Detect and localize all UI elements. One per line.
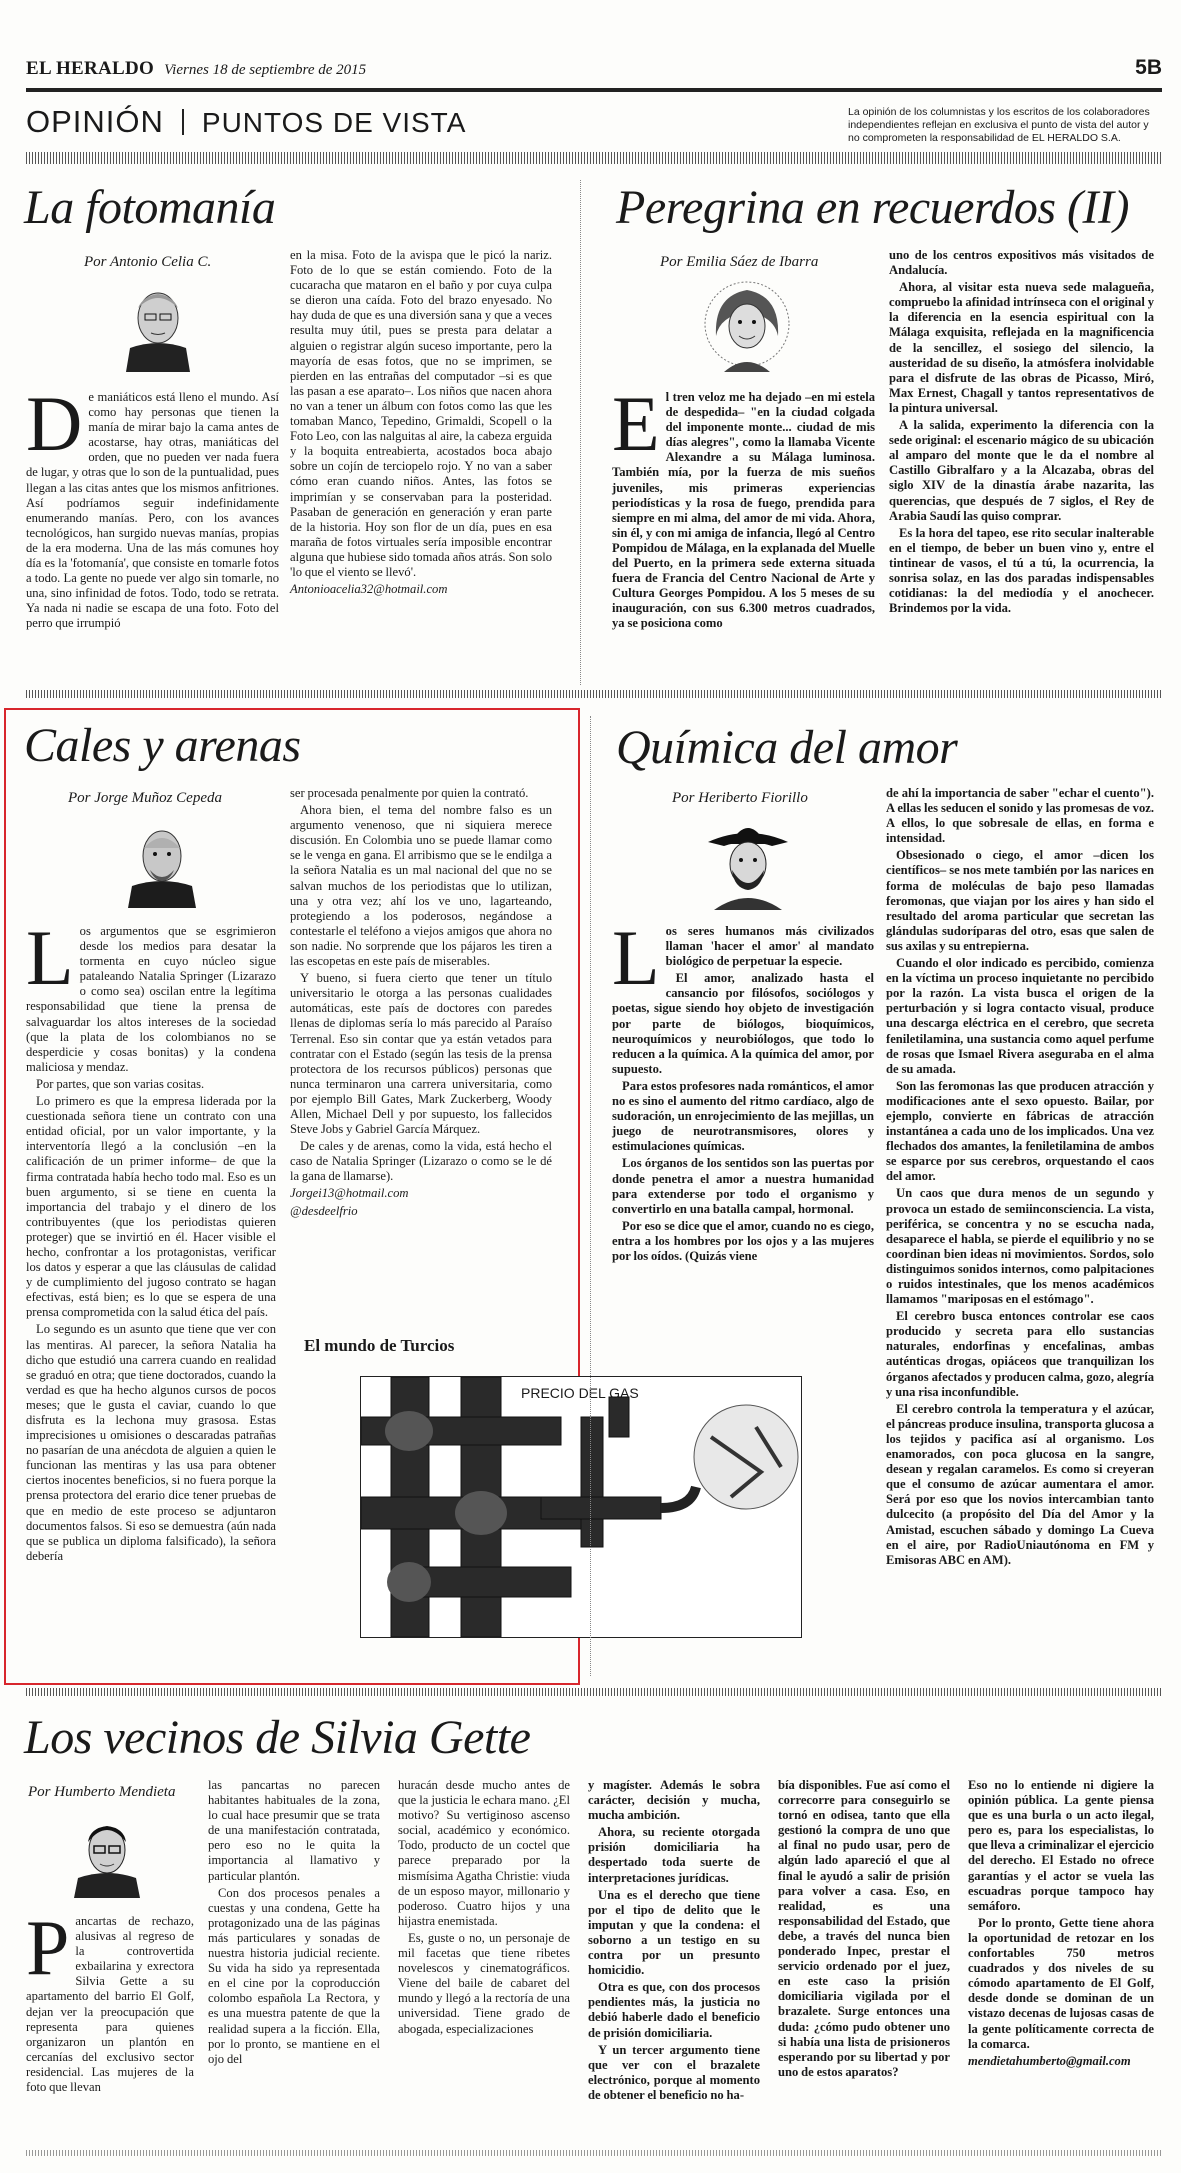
cartoon-frame bbox=[360, 1376, 802, 1638]
cales-text-3: Lo primero es que la empresa liderada por la cuestionada señora tiene un contrato con una entidad oficial, por un valor importante, y la interventoría llegó a la conclusión –en la calificación de un primer informe– de que la firma contratada había hecho todo mal. Eso es un buen argumento, si se tiene en cuenta la importancia del trabajo y el dinero de los contribuyentes (que los periodistas quieren proteger) que se invirtió en él. Hacer visible el hecho, confrontar a los protagonistas, verificar los datos y esperar a que las cláusulas de calidad y de cumplimiento del jugoso contrato se hagan efectivas, está bien; es lo que se espera de una prensa comprometida con la salud ética del país. bbox=[26, 1094, 276, 1320]
vecinos-text-8: Una es el derecho que tiene por el tipo de delito que le imputan y que la condena: el soborno a un testigo en su contra por un presunto homicidio. bbox=[588, 1887, 760, 1978]
vecinos-text-9: Otra es que, con dos procesos pendientes más, la justicia no debió haberle dado el beneficio de prisión domiciliaria. bbox=[588, 1980, 760, 2040]
vecinos-col-6 bbox=[968, 1778, 1154, 2071]
cales-twitter: @desdeelfrio bbox=[290, 1203, 358, 1218]
section-bar bbox=[26, 104, 1162, 148]
section-disclaimer: La opinión de los columnistas y los escritos de los colaboradores independientes reflejan en exclusiva el punto de vista del autor y no comprometen la responsabilidad de EL HERALDO S.A. bbox=[848, 106, 1150, 144]
byline-cales: Por Jorge Muñoz Cepeda bbox=[68, 790, 222, 806]
vecinos-text-6: y magíster. Además le sobra carácter, decisión y mucha, mucha ambición. bbox=[588, 1778, 760, 1823]
paper-name: EL HERALDO bbox=[26, 58, 155, 79]
vecinos-text-3: Con dos procesos penales a cuestas y una condena, Gette ha protagonizado una de las páginas más particulares y sonadas de nuestra historia judicial reciente. Su vida ha sido ya representada en el cine por la coproducción colombo española La Rectora, y es una muestra patente de que la realidad supera a la ficción. Ella, por lo pronto, se mantiene en el ojo del bbox=[208, 1885, 380, 2066]
peregrina-text-1: l tren veloz me ha dejado –en mi estela de despedida– "en la ciudad colgada del imponente monte... ciudad de mis días alegres", como la llamaba Vicente Alexandre a su Málaga luminosa. También mía, por la fuerza de mis sueños juveniles, mis primeras experiencias periodísticas y la rosa de fuego, prendida para siempre en mi alma, del amor de mi vida. Ahora, sin él, y con mi amiga de infancia, llegó al Centro Pompidou de Málaga, en la explanada del Muelle del Puerto, en la primera sede externa situada fuera de Francia del Centro Nacional de Arte y Cultura Georges Pompidou. A los 5 meses de su inauguración, con sus 6.300 metros cuadrados, ya se posiciona como bbox=[612, 390, 875, 631]
byline-vecinos: Por Humberto Mendieta bbox=[28, 1784, 176, 1800]
column-divider bbox=[580, 180, 581, 685]
cales-text-5: ser procesada penalmente por quien la contrató. bbox=[290, 786, 529, 800]
dropcap: L bbox=[26, 914, 74, 1001]
vecinos-text-13: Por lo pronto, Gette tiene ahora la oportunidad de retozar en los confortables 750 metros cuadrados y dos niveles de su cómodo apartamento de El Golf, desde donde se dominan de un vistazo decenas de lujosas casas de la gente políticamente correcta de la comarca. bbox=[968, 1915, 1154, 2051]
author-portrait-saez bbox=[704, 276, 790, 372]
vecinos-text-12: Eso no lo entiende ni digiere la opinión pública. La gente piensa que es una burla o un acto ilegal, pero es, para los especialistas, lo que lleva a criminalizar el ejercicio del derecho. El Estado no ofrece garantías y el actor se vuela las escuadras porque tampoco hay semáforo. bbox=[968, 1778, 1154, 1913]
fotomania-email: Antonioacelia32@hotmail.com bbox=[290, 582, 448, 597]
author-portrait-fiorillo bbox=[702, 812, 794, 910]
byline-fotomania: Por Antonio Celia C. bbox=[84, 254, 212, 270]
cales-text-2: Por partes, que son varias cositas. bbox=[36, 1076, 205, 1091]
vecinos-text-7: Ahora, su reciente otorgada prisión domiciliaria ha despertado toda suerte de interpretaciones jurídicas. bbox=[588, 1825, 760, 1885]
cartoon-caption: PRECIO DEL GAS bbox=[521, 1385, 639, 1401]
vecinos-text-2: las pancartas no parecen habitantes habituales de la zona, lo cual hace presumir que se trata de una manifestación contratada, pero eso no le quita la importancia al llamativo y particular plantón. bbox=[208, 1778, 380, 1883]
cales-text-4: Lo segundo es un asunto que tiene que ver con las mentiras. Al parecer, la señora Natalia ha dicho que estudió una carrera cuando en realidad se graduó en otra; que tiene doctorados, cuando la verdad es que ha hecho algunos cursos de pocos meses; que le gusta el caviar, cuando lo que disfruta es la lechona muy grasosa. Estas imprecisiones u omisiones o descaradas patrañas no pasarían de una anécdota de alguien a quien le funcionan las mentiras y las usa para obtener ciertos inocentes beneficios, si no fuera porque la prensa protectora del erario dice tener pruebas de que en medio de este proceso se adjuntaron documentos falsos. Si eso se demuestra (aún nada que se publica un diploma falsificado), la señora debería bbox=[26, 1322, 276, 1563]
quimica-text-3: Para estos profesores nada románticos, el amor no es sino el aumento del ritmo cardíaco, algo de sudoración, un enrojecimiento de las mejillas, un juego de neurotransmisores, olores y estimulaciones químicas. bbox=[612, 1078, 874, 1154]
vecinos-col-5 bbox=[778, 1778, 950, 2082]
fotomania-text-2: en la misa. Foto de la avispa que le picó la nariz. Foto de lo que se están comiendo. Foto de la cucaracha que mataron en el baño y por cuya culpa se dieron una caída. Foto del brazo enyesado. No hay duda de que es una diversión sana y que a veces resulta muy útil, pues se presta para delatar a alguien o registrar algún suceso importante, pero la mayoría de esas fotos, que no se imprimen, se pierden en las entrañas del computador –si es que las pasan a ese aparato–. Los niños que nacen ahora no van a tener un álbum con fotos como las que les tomaban Manco, Tepedino, Grimaldi, Scopell o la Foto Leo, con las nalguitas al aire, la cabeza erguida y la boquita entreabierta, acostados boca abajo sobre un cojín de terciopelo rojo. Y no van a saber cómo eran cuando niños. Antes, las fotos se imprimían y se conservaban para la posteridad. Pasaban de generación en generación y eran parte de la historia. Hoy son flor de un día, pues en esa maraña de fotos virtuales sería imposible encontrar alguna que hubiese sido tomada años atrás. Son solo 'lo que el viento se llevó'. bbox=[290, 248, 552, 579]
peregrina-text-4: A la salida, experimento la diferencia con la sede original: el escenario mágico de su ubicación al amparo del monte que le da el nombre al Castillo Gibralfaro y a la Alcazaba, obras del siglo XIV de la dinastía árabe nazarita, las querencias, que después de 7 siglos, el Rey de Arabia Saudí las quiso comprar. bbox=[889, 418, 1154, 523]
column-divider bbox=[590, 716, 591, 1676]
masthead bbox=[26, 58, 1162, 82]
vecinos-text-10: Y un tercer argumento tiene que ver con el brazalete electrónico, porque al momento de obtener el beneficio no ha- bbox=[588, 2042, 760, 2102]
issue-date: Viernes 18 de septiembre de 2015 bbox=[164, 62, 367, 78]
footer-hatch bbox=[26, 2150, 1162, 2156]
peregrina-col-1 bbox=[612, 380, 875, 634]
vecinos-col-1 bbox=[26, 1904, 194, 2097]
quimica-text-7: Obsesionado o ciego, el amor –dicen los científicos– se nos mete también por las narices en forma de moléculas de bajo peso llamadas feromonas, que viajan por los aires y han sido el resultado del aroma particular que secretan las glándulas sudoríparas del otro, esas que salen de sus axilas y su entrepierna. bbox=[886, 848, 1154, 953]
peregrina-text-3: Ahora, al visitar esta nueva sede malagueña, compruebo la afinidad intrínseca con el original y la diferencia en la esencia espiritual con la Málaga exquisita, reflejada en la magnificencia de la sencillez, el sosiego del silencio, la austeridad de su diseño, la atmósfera inolvidable para el disfrute de las obras de Picasso, Miró, Max Ernest, Chagall y tantos representativos de la pintura universal. bbox=[889, 280, 1154, 415]
fotomania-col-2 bbox=[290, 248, 552, 599]
quimica-col-2 bbox=[886, 786, 1154, 1570]
dropcap: E bbox=[612, 380, 660, 467]
dropcap: P bbox=[26, 1904, 70, 1991]
headline-vecinos: Los vecinos de Silvia Gette bbox=[24, 1711, 531, 1764]
dropcap: L bbox=[612, 914, 660, 1001]
quimica-text-4: Los órganos de los sentidos son las puertas por donde penetra el amor a nuestra humanidad para extenderse por todo el organismo y convertirlo en una batalla campal, hormonal. bbox=[612, 1156, 874, 1216]
quimica-text-1: os seres humanos más civilizados llaman 'hacer el amor' al mandato biológico de perpetuar la especie. bbox=[665, 924, 874, 969]
vecinos-text-11: bía disponibles. Fue así como el correcorre para conseguirlo se tornó en odisea, tanto que ella gestionó la compra de uno que al final no pudo usar, pero de algún lado apareció el que al final le ayudó a salir de prisión para volver a casa. Eso, en realidad, es una responsabilidad del Estado, que debe, a través del nunca bien ponderado Inpec, prestar el servicio ordenado por el juez, en este caso la prisión domiciliaria vigilada por el brazalete. Surge entonces una duda: ¿cómo pudo obtener uno si había una lista de prisioneros esperando por su libertad y por uno de estos aparatos? bbox=[778, 1778, 950, 2079]
quimica-text-6: de ahí la importancia de saber "echar el cuento"). A ellas les seducen el sonido y las promesas de voz. A ellos, lo que sobresale de ellas, en forma e intensidad. bbox=[886, 786, 1154, 846]
author-portrait-munoz bbox=[122, 814, 202, 908]
cales-col-1 bbox=[26, 914, 276, 1566]
section-divider bbox=[182, 109, 184, 135]
quimica-col-1 bbox=[612, 914, 874, 1266]
cales-text-6: Ahora bien, el tema del nombre falso es un argumento venenoso, que ni siquiera merece discusión. En Colombia uno se puede llamar como se le venga en gana. El arribismo que se le endilga a la señora Natalia es un mal nacional del que no se salvan muchos de los periodistas que lo utilizan, una y otra vez; ahí los ve uno, lagarteando, protegiendo a los poderosos, negándose a contestarle el teléfono a viejos amigos que ahora no son nadie. No sorprende que los pájaros les tiren a las escopetas en este país de miserables. bbox=[290, 803, 552, 969]
author-portrait-celia bbox=[118, 278, 198, 372]
fotomania-col-1 bbox=[26, 380, 279, 634]
cartoon-title: El mundo de Turcios bbox=[304, 1336, 455, 1355]
headline-fotomania: La fotomanía bbox=[24, 181, 276, 234]
fotomania-text-1: e maniáticos está lleno el mundo. Así como hay personas que tienen la manía de mirar bajo la cama antes de acostarse, hay otras, maniáticas del orden, que no pueden ver nada fuera de lugar, y otras que lo son de la puntualidad, pues llegan a las citas antes que los mismos anfitriones. Así podríamos seguir indefinidamente enumerando manías. Pero, con los avances tecnológicos, han surgido nuevas manías, propias de la era moderna. Una de las más comunes hoy día es la 'fotomanía', que consiste en tomarle fotos a todo. La gente no puede ver algo sin tomarle, no una, sino infinidad de fotos. Todo, todo se retrata. Ya nada ni nadie se escapa de una foto. Foto del perro que irrumpió bbox=[26, 390, 279, 631]
separator-hatch bbox=[26, 690, 1162, 698]
vecinos-col-3 bbox=[398, 1778, 570, 2039]
vecinos-col-4 bbox=[588, 1778, 760, 2105]
section-hatch bbox=[26, 152, 1162, 164]
cales-text-8: De cales y de arenas, como la vida, está hecho el caso de Natalia Springer (Lizarazo o como se le dé la gana de llamarse). bbox=[290, 1139, 552, 1184]
page-number: 5B bbox=[1135, 56, 1162, 79]
vecinos-email: mendietahumberto@gmail.com bbox=[968, 2053, 1131, 2068]
quimica-text-11: El cerebro busca entonces controlar ese caos producido y secreta para ello sustancias naturales, endorfinas y encefalinas, ambas auténticas drogas, opiáceos que tranquilizan los órganos afectados y producen calma, gozo, alegría y una risa inconfundible. bbox=[886, 1309, 1154, 1399]
quimica-text-8: Cuando el olor indicado es percibido, comienza en la víctima un proceso inquietante no percibido por la razón. La vista busca el origen de la perturbación y si logra contacto visual, produce una descarga eléctrica en el cerebro, que secreta feniletilamina, una sustancia como aquel perfume de rosas que Ismael Rivera aseguraba en el alma de su amada. bbox=[886, 956, 1154, 1076]
author-portrait-mendieta bbox=[66, 1806, 148, 1898]
quimica-text-9: Son las feromonas las que producen atracción y modificaciones ante el sexo opuesto. Bailar, por ejemplo, convierte en fábricas de atracción instantánea a cada uno de los implicados. Una vez flechados dos amantes, la feniletilamina de ambos se esparce por sus cerebros, orquestando el caos del amor. bbox=[886, 1078, 1154, 1184]
vecinos-text-4: huracán desde mucho antes de que la justicia le echara mano. ¿El motivo? Su vertiginoso ascenso social, académico y económico. Todo, producto de un coctel que parece preparado por la mismísima Agatha Christie: viuda de un esposo mayor, millonario y poderoso. Cuatro hijos y una hijastra enemistada. bbox=[398, 1778, 570, 1928]
quimica-text-10: Un caos que dura menos de un segundo y provoca un estado de semiinconsciencia. La vista, periférica, se concentra y no se escucha nada, desaparece el habla, se pierde el equilibrio y no se coordinan bien ideas ni movimientos. Sordos, solo distinguimos sonidos internos, como palpitaciones o ruidos intestinales, que los menos académicos llamamos "mariposas en el estómago". bbox=[886, 1186, 1154, 1307]
quimica-text-2: El amor, analizado hasta el cansancio por filósofos, sociólogos y poetas, sigue siendo hoy objeto de investigación por parte de biólogos, bioquímicos, neuroquímicos y neurobiólogos, que todo lo reducen a la química. A la química del amor, por supuesto. bbox=[612, 971, 874, 1076]
quimica-text-5: Por eso se dice que el amor, cuando no es ciego, entra a los hombres por los ojos y a las mujeres por los oídos. (Quizás viene bbox=[612, 1218, 874, 1263]
vecinos-col-2 bbox=[208, 1778, 380, 2069]
peregrina-text-2: uno de los centros expositivos más visitados de Andalucía. bbox=[889, 248, 1154, 278]
masthead-rule bbox=[26, 88, 1162, 92]
peregrina-col-2 bbox=[889, 248, 1154, 618]
section-title: OPINIÓN bbox=[26, 104, 164, 139]
byline-peregrina: Por Emilia Sáez de Ibarra bbox=[660, 254, 819, 270]
byline-quimica: Por Heriberto Fiorillo bbox=[672, 790, 808, 806]
dropcap: D bbox=[26, 380, 83, 467]
vecinos-text-1: ancartas de rechazo, alusivas al regreso de la controvertida exbailarina y exrectora Silvia Gette a su apartamento del barrio El Golf, dejan ver la preocupación que representa para quienes organizaron un plantón en cercanías del exclusivo sector residencial. Las mujeres de la foto que llevan bbox=[26, 1914, 194, 2095]
headline-peregrina: Peregrina en recuerdos (II) bbox=[616, 181, 1129, 234]
quimica-text-12: El cerebro controla la temperatura y el azúcar, el páncreas produce insulina, transporta glucosa a los tejidos y pacifica así al organismo. Los enamorados, con poca glucosa en la sangre, desean y regalan caramelos. Es como si creyeran que el consumo de azúcar aumentara el amor. Será por eso que los novios intercambian tanto dulcecito (a propósito del Día del Amor y la Amistad, escuchen sábado y domingo La Cueva en el aire, por RadioUniautónoma en FM y Emisoras ABC en AM). bbox=[886, 1401, 1154, 1567]
cales-email: Jorgei13@hotmail.com bbox=[290, 1186, 409, 1201]
separator-hatch bbox=[26, 1688, 1162, 1696]
cales-text-1: os argumentos que se esgrimieron desde los medios para desatar la tormenta en cuyo núcleo sigue pataleando Natalia Springer (Lizarazo o como sea) oscilan entre la legítima responsabilidad que tiene la prensa de salvaguardar los altos intereses de la sociedad (que la plata de los colombianos no se desperdicie y cosas bonitas) y la condena maliciosa y mendaz. bbox=[26, 924, 276, 1074]
headline-cales: Cales y arenas bbox=[24, 719, 301, 772]
section-subtitle: PUNTOS DE VISTA bbox=[201, 107, 467, 138]
peregrina-text-5: Es la hora del tapeo, ese rito secular inalterable en el tiempo, de beber un buen vino y, entre el tintinear de vasos, el tú a tú, la ocurrencia, la sonrisa solaz, en las dos paradas indispensables cotidianas: la del mediodía y el anochecer. Brindemos por la vida. bbox=[889, 525, 1154, 616]
cales-text-7: Y bueno, si fuera cierto que tener un título universitario le otorga a las personas cualidades automáticas, este país de doctores con paredes llenas de diplomas sería lo más parecido al Paraíso Terrenal. Eso sin contar que ya están vetados para contratar con el Estado (según las tesis de la prensa protectora de los recursos públicos) personas que nunca terminaron una carrera universitaria, como por ejemplo Bill Gates, Mark Zuckerberg, Woody Allen, Michael Dell y por supuesto, los fallecidos Steve Jobs y Gabriel García Márquez. bbox=[290, 971, 552, 1137]
headline-quimica: Química del amor bbox=[616, 721, 958, 774]
vecinos-text-5: Es, guste o no, un personaje de mil facetas que tiene ribetes novelescos y cinematográficos. Viene del baile de cabaret del mundo y llegó a la rectoría de una universidad. Tiene grado de abogada, especializaciones bbox=[398, 1930, 570, 2036]
cales-col-2 bbox=[290, 786, 552, 1221]
